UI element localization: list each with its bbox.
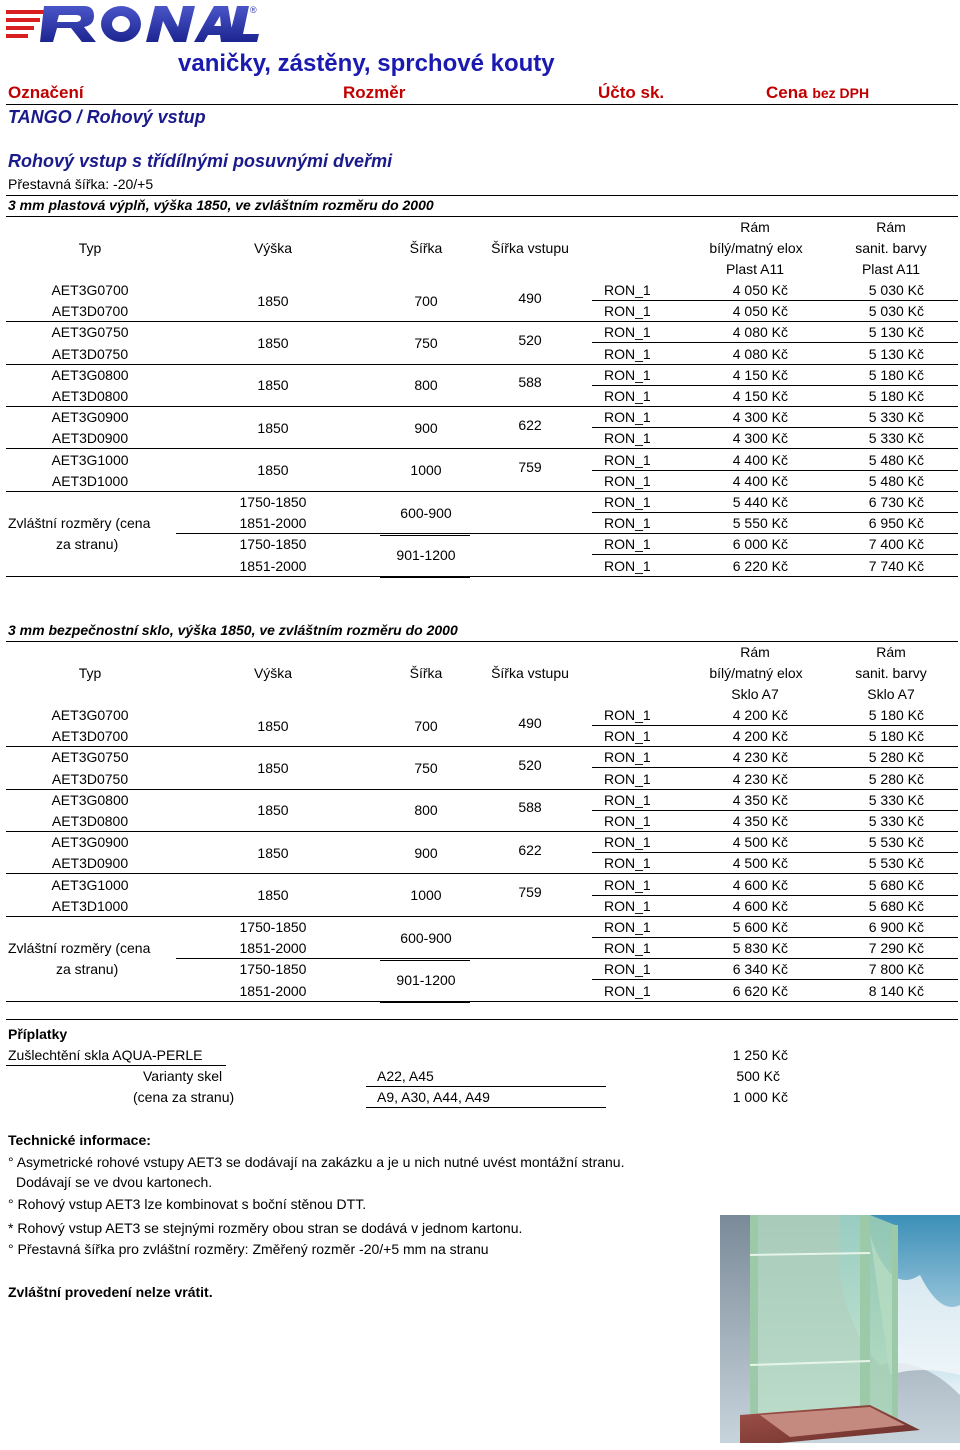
type-code: AET3D0900 — [51, 430, 129, 446]
type-code: AET3D0800 — [51, 813, 129, 829]
varianty-codes-1: A22, A45 — [377, 1068, 434, 1084]
vyska-value: 1850 — [257, 760, 289, 776]
type-code: AET3D0750 — [51, 771, 129, 787]
header-divider — [6, 104, 958, 105]
sirka-value: 700 — [414, 718, 438, 734]
price-col1: 4 200 Kč — [732, 728, 788, 744]
section-title: 3 mm plastová výplň, výška 1850, ve zvláštním rozměru do 2000 — [8, 197, 434, 213]
price-col2: 7 740 Kč — [868, 558, 924, 574]
product-name: TANGO / Rohový vstup — [8, 107, 206, 127]
vyska-value: 1850 — [257, 377, 289, 393]
vstup-value: 759 — [518, 884, 542, 900]
special-vyska: 1750-1850 — [239, 919, 307, 935]
row-underline — [592, 385, 958, 386]
hdr-col2: sanit. barvy — [855, 665, 927, 681]
row-underline — [592, 554, 958, 555]
ucto-value: RON_1 — [604, 771, 651, 787]
special-sirka: 901-1200 — [396, 547, 456, 563]
type-code: AET3G0750 — [51, 324, 129, 340]
special-label-1: Zvláštní rozměry (cena — [8, 515, 151, 531]
price-col2: 5 680 Kč — [868, 898, 924, 914]
aqua-perle-label: Zušlechtění skla AQUA-PERLE — [8, 1047, 203, 1063]
price-col1: 4 230 Kč — [732, 749, 788, 765]
varianty-underline-2 — [366, 1107, 606, 1108]
ucto-value: RON_1 — [604, 834, 651, 850]
type-code: AET3G1000 — [51, 877, 129, 893]
price-col2: 5 280 Kč — [868, 749, 924, 765]
vstup-value: 622 — [518, 417, 542, 433]
aqua-perle-price: 1 250 Kč — [732, 1047, 788, 1063]
price-col2: 5 330 Kč — [868, 430, 924, 446]
price-col1: 4 050 Kč — [732, 282, 788, 298]
vyska-value: 1850 — [257, 802, 289, 818]
ucto-value: RON_1 — [604, 792, 651, 808]
priplatky-divider — [6, 1019, 958, 1020]
special-label-2: za stranu) — [56, 536, 119, 552]
col-rozmer: Rozměr — [343, 83, 406, 102]
col-cena-label: Cena — [766, 83, 808, 102]
ucto-value: RON_1 — [604, 515, 651, 531]
price-col2: 7 400 Kč — [868, 536, 924, 552]
ucto-value: RON_1 — [604, 813, 651, 829]
ucto-value: RON_1 — [604, 282, 651, 298]
special-vyska: 1851-2000 — [239, 558, 307, 574]
price-col2: 5 330 Kč — [868, 813, 924, 829]
ucto-value: RON_1 — [604, 452, 651, 468]
price-col1: 4 150 Kč — [732, 388, 788, 404]
vyska-value: 1850 — [257, 335, 289, 351]
tech-line-1: ° Asymetrické rohové vstupy AET3 se dodávají na zakázku a je u nich nutné uvést montážní stranu. — [8, 1154, 625, 1170]
ucto-value: RON_1 — [604, 749, 651, 765]
intro-subtitle: Rohový vstup s třídílnými posuvnými dveřmi — [8, 151, 393, 171]
ucto-value: RON_1 — [604, 940, 651, 956]
sirka-value: 700 — [414, 293, 438, 309]
hdr-typ: Typ — [78, 240, 102, 256]
vstup-value: 490 — [518, 715, 542, 731]
price-col1: 4 230 Kč — [732, 771, 788, 787]
group-underline — [6, 789, 958, 790]
price-col2: 5 280 Kč — [868, 771, 924, 787]
ucto-value: RON_1 — [604, 303, 651, 319]
group-underline — [6, 321, 958, 322]
price-col1: 4 600 Kč — [732, 898, 788, 914]
price-col2: 5 480 Kč — [868, 452, 924, 468]
varianty-underline-1 — [366, 1086, 606, 1087]
sirka-value: 750 — [414, 335, 438, 351]
type-code: AET3G1000 — [51, 452, 129, 468]
vstup-value: 588 — [518, 374, 542, 390]
ucto-value: RON_1 — [604, 728, 651, 744]
sirka-value: 1000 — [410, 887, 442, 903]
vstup-value: 588 — [518, 799, 542, 815]
type-code: AET3G0700 — [51, 282, 129, 298]
price-col1: 4 200 Kč — [732, 707, 788, 723]
price-col1: 6 620 Kč — [732, 983, 788, 999]
group-underline — [6, 746, 958, 747]
hdr-ram-2: Rám — [876, 644, 906, 660]
price-col1: 6 000 Kč — [732, 536, 788, 552]
price-col2: 5 130 Kč — [868, 346, 924, 362]
sirka-value: 800 — [414, 377, 438, 393]
row-underline — [176, 958, 958, 959]
vyska-value: 1850 — [257, 462, 289, 478]
row-underline — [592, 979, 958, 980]
price-col2: 5 180 Kč — [868, 707, 924, 723]
vstup-value: 490 — [518, 290, 542, 306]
price-col1: 4 080 Kč — [732, 346, 788, 362]
type-code: AET3G0800 — [51, 792, 129, 808]
special-vyska: 1750-1850 — [239, 961, 307, 977]
group-underline — [6, 873, 958, 874]
hdr-sirka: Šířka — [409, 665, 443, 681]
tech-line-4: * Rohový vstup AET3 se stejnými rozměry obou stran se dodává v jednom kartonu. — [8, 1220, 523, 1236]
price-col2: 5 480 Kč — [868, 473, 924, 489]
aqua-underline — [6, 1065, 226, 1066]
price-col2: 5 030 Kč — [868, 282, 924, 298]
hdr-material-2: Sklo A7 — [867, 686, 915, 702]
ucto-value: RON_1 — [604, 855, 651, 871]
type-code: AET3D1000 — [51, 473, 129, 489]
sirka-divider — [380, 960, 470, 961]
hdr-typ: Typ — [78, 665, 102, 681]
price-col1: 4 600 Kč — [732, 877, 788, 893]
row-underline — [592, 342, 958, 343]
ucto-value: RON_1 — [604, 961, 651, 977]
type-code: AET3G0800 — [51, 367, 129, 383]
ucto-value: RON_1 — [604, 877, 651, 893]
price-col2: 7 800 Kč — [868, 961, 924, 977]
price-col2: 5 030 Kč — [868, 303, 924, 319]
sirka-divider — [380, 535, 470, 536]
ucto-value: RON_1 — [604, 473, 651, 489]
ucto-value: RON_1 — [604, 898, 651, 914]
price-col1: 5 600 Kč — [732, 919, 788, 935]
price-col2: 5 530 Kč — [868, 855, 924, 871]
price-col1: 4 400 Kč — [732, 473, 788, 489]
price-col2: 5 180 Kč — [868, 367, 924, 383]
price-col2: 5 180 Kč — [868, 728, 924, 744]
prestavna-sirka: Přestavná šířka: -20/+5 — [8, 176, 154, 192]
type-code: AET3D0800 — [51, 388, 129, 404]
row-underline — [592, 767, 958, 768]
ucto-value: RON_1 — [604, 558, 651, 574]
vyska-value: 1850 — [257, 718, 289, 734]
group-underline — [6, 491, 958, 492]
hdr-sirka-vstupu: Šířka vstupu — [491, 665, 569, 681]
price-col1: 4 080 Kč — [732, 324, 788, 340]
type-code: AET3G0700 — [51, 707, 129, 723]
hdr-sirka-vstupu: Šířka vstupu — [491, 240, 569, 256]
ucto-value: RON_1 — [604, 324, 651, 340]
tech-footer: Zvláštní provedení nelze vrátit. — [8, 1284, 213, 1300]
ronal-logo — [4, 2, 262, 44]
price-col2: 6 730 Kč — [868, 494, 924, 510]
hdr-vyska: Výška — [253, 240, 293, 256]
vstup-value: 622 — [518, 842, 542, 858]
vyska-value: 1850 — [257, 420, 289, 436]
special-label-1: Zvláštní rozměry (cena — [8, 940, 151, 956]
row-underline — [592, 725, 958, 726]
row-underline — [592, 937, 958, 938]
sirka-divider — [380, 577, 470, 578]
price-col2: 5 130 Kč — [868, 324, 924, 340]
section-bottom — [6, 576, 958, 577]
registered-mark: ® — [250, 5, 257, 15]
special-sirka: 901-1200 — [396, 972, 456, 988]
hdr-vyska: Výška — [253, 665, 293, 681]
varianty-codes-2: A9, A30, A44, A49 — [377, 1089, 490, 1105]
sirka-value: 800 — [414, 802, 438, 818]
price-col1: 4 350 Kč — [732, 792, 788, 808]
varianty-label: Varianty skel — [143, 1068, 223, 1084]
vyska-value: 1850 — [257, 293, 289, 309]
type-code: AET3D1000 — [51, 898, 129, 914]
ucto-value: RON_1 — [604, 430, 651, 446]
priplatky-title: Příplatky — [8, 1026, 68, 1042]
page-title: vaničky, zástěny, sprchové kouty — [178, 50, 555, 77]
price-col1: 4 500 Kč — [732, 834, 788, 850]
intro-divider — [6, 195, 958, 196]
hdr-col2: sanit. barvy — [855, 240, 927, 256]
sirka-value: 900 — [414, 845, 438, 861]
varianty-price-2: 1 000 Kč — [732, 1089, 788, 1105]
price-col2: 8 140 Kč — [868, 983, 924, 999]
type-code: AET3D0700 — [51, 303, 129, 319]
ucto-value: RON_1 — [604, 367, 651, 383]
special-vyska: 1851-2000 — [239, 940, 307, 956]
sirka-value: 900 — [414, 420, 438, 436]
row-underline — [592, 895, 958, 896]
sirka-divider — [380, 1002, 470, 1003]
row-underline — [592, 512, 958, 513]
ucto-value: RON_1 — [604, 536, 651, 552]
ucto-value: RON_1 — [604, 983, 651, 999]
group-underline — [6, 364, 958, 365]
group-underline — [6, 831, 958, 832]
col-bez-dph: bez DPH — [812, 85, 870, 101]
section-title: 3 mm bezpečnostní sklo, výška 1850, ve zvláštním rozměru do 2000 — [8, 622, 458, 638]
special-vyska: 1851-2000 — [239, 515, 307, 531]
special-vyska: 1851-2000 — [239, 983, 307, 999]
vstup-value: 520 — [518, 757, 542, 773]
price-col2: 5 180 Kč — [868, 388, 924, 404]
varianty-price-1: 500 Kč — [736, 1068, 780, 1084]
tech-line-3: ° Rohový vstup AET3 lze kombinovat s boční stěnou DTT. — [8, 1196, 367, 1212]
type-code: AET3D0750 — [51, 346, 129, 362]
tech-line-2: Dodávají se ve dvou kartonech. — [16, 1174, 213, 1190]
hdr-material-1: Plast A11 — [725, 261, 785, 277]
sirka-value: 750 — [414, 760, 438, 776]
price-col1: 5 550 Kč — [732, 515, 788, 531]
special-sirka: 600-900 — [400, 930, 452, 946]
ucto-value: RON_1 — [604, 494, 651, 510]
price-col2: 5 530 Kč — [868, 834, 924, 850]
section-title-underline — [6, 216, 958, 217]
price-col1: 4 300 Kč — [732, 430, 788, 446]
vstup-value: 759 — [518, 459, 542, 475]
type-code: AET3G0750 — [51, 749, 129, 765]
row-underline — [176, 533, 958, 534]
section-bottom — [6, 1001, 958, 1002]
special-sirka: 600-900 — [400, 505, 452, 521]
type-code: AET3D0700 — [51, 728, 129, 744]
row-underline — [592, 852, 958, 853]
row-underline — [592, 810, 958, 811]
ucto-value: RON_1 — [604, 919, 651, 935]
price-col2: 7 290 Kč — [868, 940, 924, 956]
price-col2: 5 330 Kč — [868, 409, 924, 425]
price-col2: 6 950 Kč — [868, 515, 924, 531]
special-vyska: 1750-1850 — [239, 536, 307, 552]
price-col1: 4 350 Kč — [732, 813, 788, 829]
col-cena — [766, 84, 869, 101]
col-ucto: Účto sk. — [598, 83, 665, 102]
product-photo — [720, 1215, 960, 1443]
varianty-cena-label: (cena za stranu) — [133, 1089, 235, 1105]
special-label-2: za stranu) — [56, 961, 119, 977]
hdr-ram-1: Rám — [740, 219, 770, 235]
hdr-col1: bílý/matný elox — [709, 240, 803, 256]
ucto-value: RON_1 — [604, 346, 651, 362]
price-col1: 4 400 Kč — [732, 452, 788, 468]
col-oznaceni: Označení — [8, 83, 84, 102]
row-underline — [592, 427, 958, 428]
price-col1: 6 220 Kč — [732, 558, 788, 574]
tech-title: Technické informace: — [8, 1132, 151, 1148]
group-underline — [6, 406, 958, 407]
hdr-ram-2: Rám — [876, 219, 906, 235]
price-col1: 4 150 Kč — [732, 367, 788, 383]
type-code: AET3D0900 — [51, 855, 129, 871]
hdr-material-2: Plast A11 — [861, 261, 921, 277]
price-col2: 6 900 Kč — [868, 919, 924, 935]
section-title-underline — [6, 641, 958, 642]
ucto-value: RON_1 — [604, 409, 651, 425]
ucto-value: RON_1 — [604, 707, 651, 723]
hdr-ram-1: Rám — [740, 644, 770, 660]
row-underline — [592, 300, 958, 301]
vstup-value: 520 — [518, 332, 542, 348]
special-vyska: 1750-1850 — [239, 494, 307, 510]
hdr-material-1: Sklo A7 — [731, 686, 779, 702]
price-col1: 5 830 Kč — [732, 940, 788, 956]
price-col1: 5 440 Kč — [732, 494, 788, 510]
ucto-value: RON_1 — [604, 388, 651, 404]
price-col1: 4 050 Kč — [732, 303, 788, 319]
price-col2: 5 330 Kč — [868, 792, 924, 808]
price-col1: 6 340 Kč — [732, 961, 788, 977]
hdr-sirka: Šířka — [409, 240, 443, 256]
tech-line-5: ° Přestavná šířka pro zvláštní rozměry: Změřený rozměr -20/+5 mm na stranu — [8, 1241, 489, 1257]
group-underline — [6, 916, 958, 917]
sirka-value: 1000 — [410, 462, 442, 478]
vyska-value: 1850 — [257, 887, 289, 903]
row-underline — [592, 470, 958, 471]
price-col1: 4 500 Kč — [732, 855, 788, 871]
vyska-value: 1850 — [257, 845, 289, 861]
type-code: AET3G0900 — [51, 834, 129, 850]
price-col1: 4 300 Kč — [732, 409, 788, 425]
group-underline — [6, 448, 958, 449]
type-code: AET3G0900 — [51, 409, 129, 425]
hdr-col1: bílý/matný elox — [709, 665, 803, 681]
price-col2: 5 680 Kč — [868, 877, 924, 893]
